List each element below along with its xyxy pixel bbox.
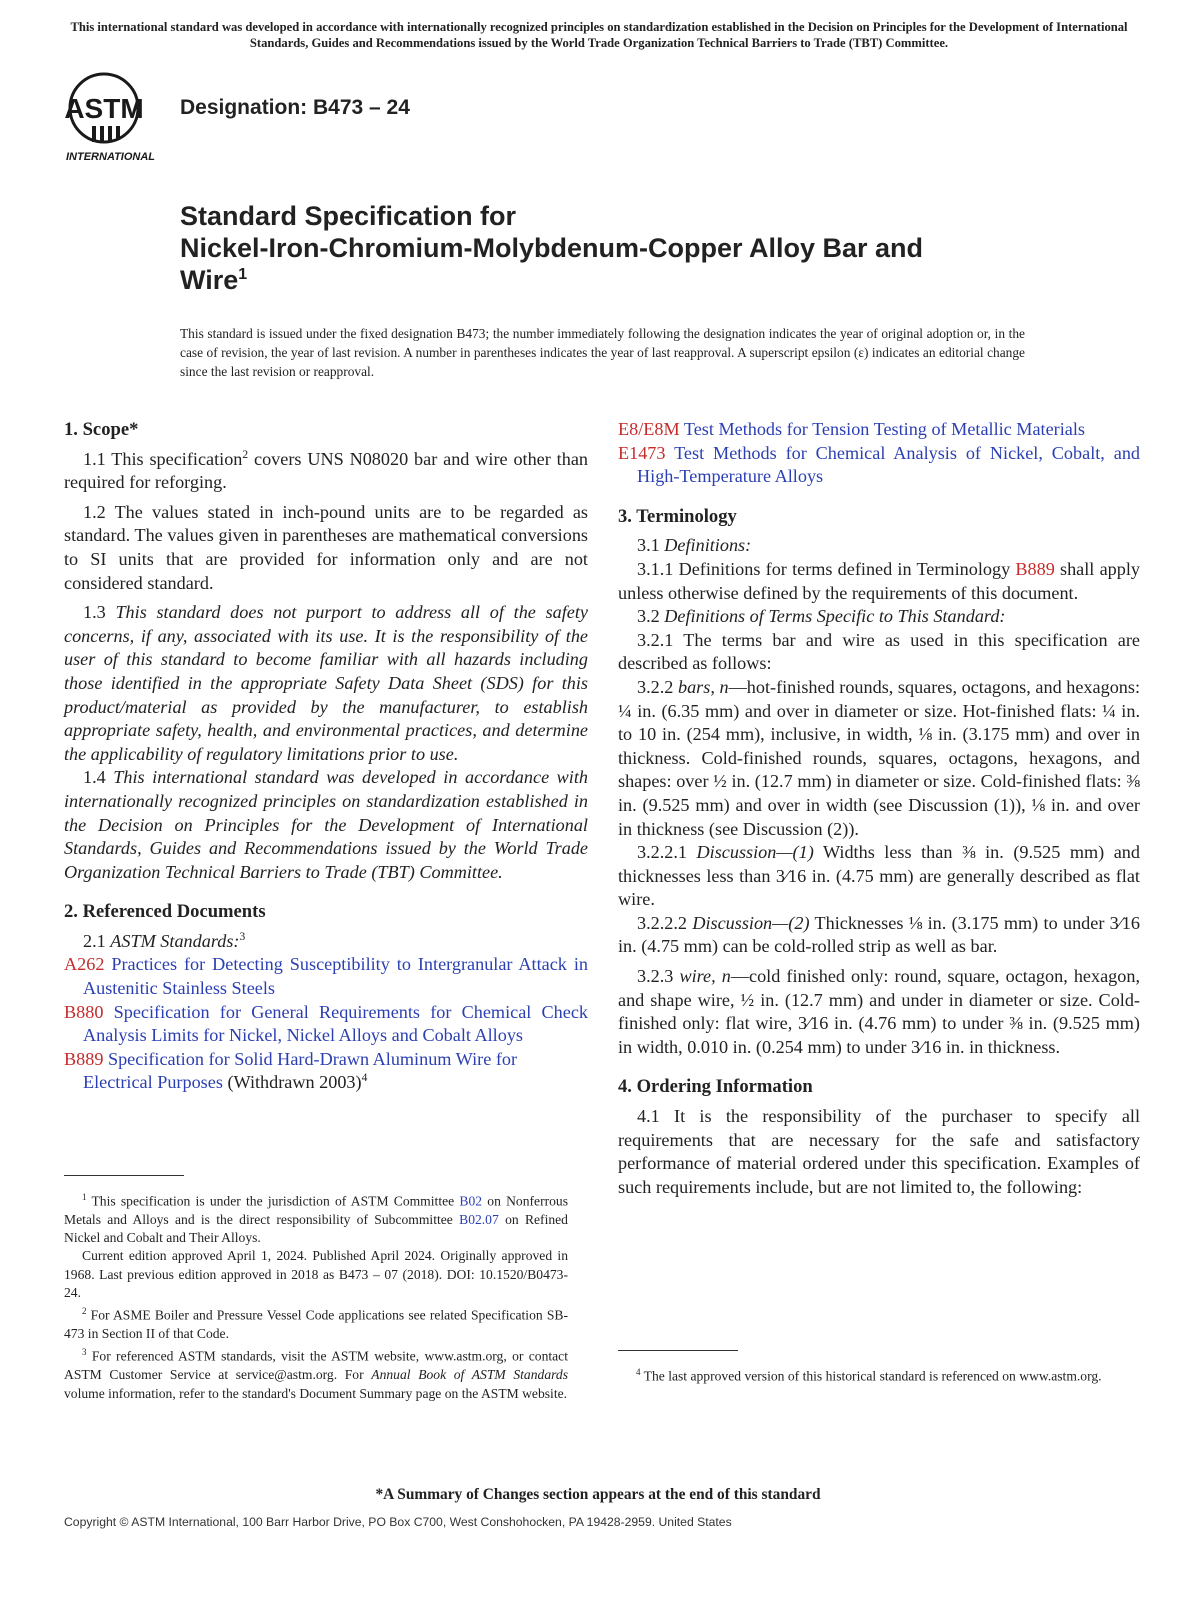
- document-title: [180, 200, 1040, 296]
- summary-of-changes-note: *A Summary of Changes section appears at the end of this standard: [375, 1486, 821, 1503]
- reference-a262[interactable]: A262 Practices for Detecting Susceptibility to Intergranular Attack in Austenitic Stainless Steels: [64, 954, 588, 999]
- footnote-1: $^1$ This specification is under the jurisdiction of ASTM Committee B02 on Nonferrous Metals and Alloys and is the direct responsibility of Subcommittee B02.07 on Refined Nickel and Cobalt and Their Alloys.: [64, 1192, 569, 1246]
- footnote-rule-right: [618, 1350, 738, 1351]
- footnote-1-edition: Current edition approved April 1, 2024. Published April 2024. Originally approved in 1968. Last previous edition approved in 2018 as B473 – 07 (2018). DOI: 10.1520/B0473-24.: [64, 1248, 568, 1301]
- para-1-1: 1.1 This specification$^2$ covers UNS N08020 bar and wire other than required for reforging.: [64, 448, 588, 493]
- footnote-4: $^4$ The last approved version of this historical standard is referenced on www.astm.org.: [636, 1367, 1102, 1384]
- title-line-2: Nickel-Iron-Chromium-Molybdenum-Copper Alloy Bar and: [180, 233, 924, 263]
- title-line-1: Standard Specification for: [180, 201, 517, 231]
- para-3-2-2-1: 3.2.2.1 Discussion—(1) Widths less than ⅜ in. (9.525 mm) and thicknesses less than 3⁄16 in. (4.75 mm) are generally described as flat wire.: [618, 842, 1140, 910]
- para-3-1-1: 3.1.1 Definitions for terms defined in Terminology B889 shall apply unless otherwise defined by the requirements of this document.: [618, 558, 1140, 603]
- reference-b889[interactable]: B889 Specification for Solid Hard-Drawn Aluminum Wire for Electrical Purposes (Withdrawn 2003)$^4$: [64, 1048, 518, 1093]
- reference-e1473[interactable]: E1473 Test Methods for Chemical Analysis of Nickel, Cobalt, and High-Temperature Alloys: [618, 442, 1141, 487]
- section-1-heading: 1. Scope*: [64, 419, 139, 440]
- svg-text:ASTM: ASTM: [64, 93, 144, 124]
- para-1-3: 1.3 This standard does not purport to address all of the safety concerns, if any, associated with its use. It is the responsibility of the user of this standard to become familiar with all hazards including those identified in the appropriate Safety Data Sheet (SDS) for this product/material as provided by the manufacturer, to establish appropriate safety, health, and environmental practices, and determine the applicability of regulatory limitations prior to use.: [64, 602, 588, 764]
- para-3-2: 3.2 Definitions of Terms Specific to This Standard:: [637, 606, 1006, 627]
- reference-list: [64, 930, 588, 1095]
- para-3-2-2-2: 3.2.2.2 Discussion—(2) Thicknesses ⅛ in. (3.175 mm) to under 3⁄16 in. (4.75 mm) can be cold-rolled strip as well as bar.: [618, 912, 1140, 957]
- para-2-1: 2.1 ASTM Standards:$^3$: [83, 930, 246, 951]
- footnote-rule-left: [64, 1175, 184, 1176]
- title-line-3: Wire: [180, 265, 239, 295]
- reference-e8[interactable]: E8/E8M Test Methods for Tension Testing of Metallic Materials: [618, 419, 1085, 439]
- section-2-heading: 2. Referenced Documents: [64, 901, 266, 923]
- para-3-2-3: 3.2.3 wire, n—cold finished only: round, square, octagon, hexagon, and shape wire, ½ in. (12.7 mm) and under in diameter or size. Cold-finished only: flat wire, 3⁄16 in. (4.76 mm) to under ⅜ in. (9.525 mm) in width, 0.010 in. (0.254 mm) to under 3⁄16 in. in thickness.: [618, 966, 1140, 1057]
- b889-title: Specification for Solid Hard-Drawn Aluminum Wire for Electrical Purposes: [83, 1048, 518, 1093]
- link-b02[interactable]: B02: [459, 1193, 483, 1209]
- reference-b880[interactable]: B880 Specification for General Requirements for Chemical Check Analysis Limits for Nickel, Nickel Alloys and Cobalt Alloys: [64, 1001, 588, 1046]
- para-3-2-2: 3.2.2 bars, n—hot-finished rounds, squares, octagons, and hexagons: ¼ in. (6.35 mm) and over in diameter or size. Hot-finished flats: ¼ in. to 10 in. (254 mm), inclusive, in width, ⅛ in. (3.175 mm) and over in thickness. Cold-finished rounds, squares, octagons, hexagons, and shapes: over ½ in. (12.7 mm) in diameter or size. Cold-finished flats: ⅜ in. (9.525 mm) and over in width (see Discussion (1)), ⅛ in. and over in thickness (see Discussion (2)).: [618, 676, 1141, 839]
- footnotes-left: [64, 1188, 568, 1403]
- link-b02-07[interactable]: B02.07: [459, 1211, 499, 1227]
- footnotes-right: [618, 1363, 1140, 1386]
- section-4-heading: 4. Ordering Information: [618, 1076, 813, 1098]
- para-4-1: 4.1 It is the responsibility of the purchaser to specify all requirements that are necessary for the safe and satisfactory performance of material ordered under this specification. Examples of such requirements include, but are not limited to, the following:: [618, 1106, 1140, 1197]
- logo-wordmark: INTERNATIONAL: [66, 151, 156, 163]
- preamble: This standard is issued under the fixed designation B473; the number immediately following the designation indicates the year of original adoption or, in the case of revision, the year of last revision. A number in parentheses indicates the year of last reapproval. A superscript epsilon (ε) indicates an editorial change since the last revision or reapproval.: [180, 326, 1025, 379]
- para-1-2: 1.2 The values stated in inch-pound units are to be regarded as standard. The values given in parentheses are mathematical conversions to SI units that are provided for information only and are not considered standard.: [64, 501, 588, 593]
- left-column: [64, 418, 588, 1095]
- copyright-line: Copyright © ASTM International, 100 Barr Harbor Drive, PO Box C700, West Conshohocken, PA 19428-2959. United States: [64, 1515, 732, 1529]
- right-column: [618, 418, 1140, 1199]
- reference-list-continued: [618, 418, 1140, 489]
- footnote-3: $^3$ For referenced ASTM standards, visit the ASTM website, www.astm.org, or contact ASTM Customer Service at service@astm.org. For Annual Book of ASTM Standards volume information, refer to the standard's Document Summary page on the ASTM website.: [64, 1347, 568, 1401]
- para-3-1: 3.1 Definitions:: [637, 535, 752, 556]
- para-3-2-1: 3.2.1 The terms bar and wire as used in this specification are described as follows:: [618, 629, 1140, 674]
- title-footnote-mark: 1: [238, 266, 248, 283]
- section-3-heading: 3. Terminology: [618, 505, 737, 527]
- footnote-2: $^2$ For ASME Boiler and Pressure Vessel Code applications see related Specification SB-473 in Section II of that Code.: [64, 1306, 568, 1342]
- link-b889[interactable]: B889: [1015, 558, 1055, 579]
- tbt-notice: This international standard was developed in accordance with internationally recognized principles on standardization established in the Decision on Principles for the Development of International Standards, Guides and Recommendations issued by the World Trade Organization Technical Barriers to Trade (TBT) Committee.: [70, 20, 1128, 50]
- designation: Designation: B473 – 24: [180, 96, 410, 119]
- astm-logo-icon: [64, 68, 176, 168]
- para-1-4: 1.4 This international standard was developed in accordance with internationally recognized principles on standardization established in the Decision on Principles for the Development of International Standards, Guides and Recommendations issued by the World Trade Organization Technical Barriers to Trade (TBT) Committee.: [64, 767, 589, 882]
